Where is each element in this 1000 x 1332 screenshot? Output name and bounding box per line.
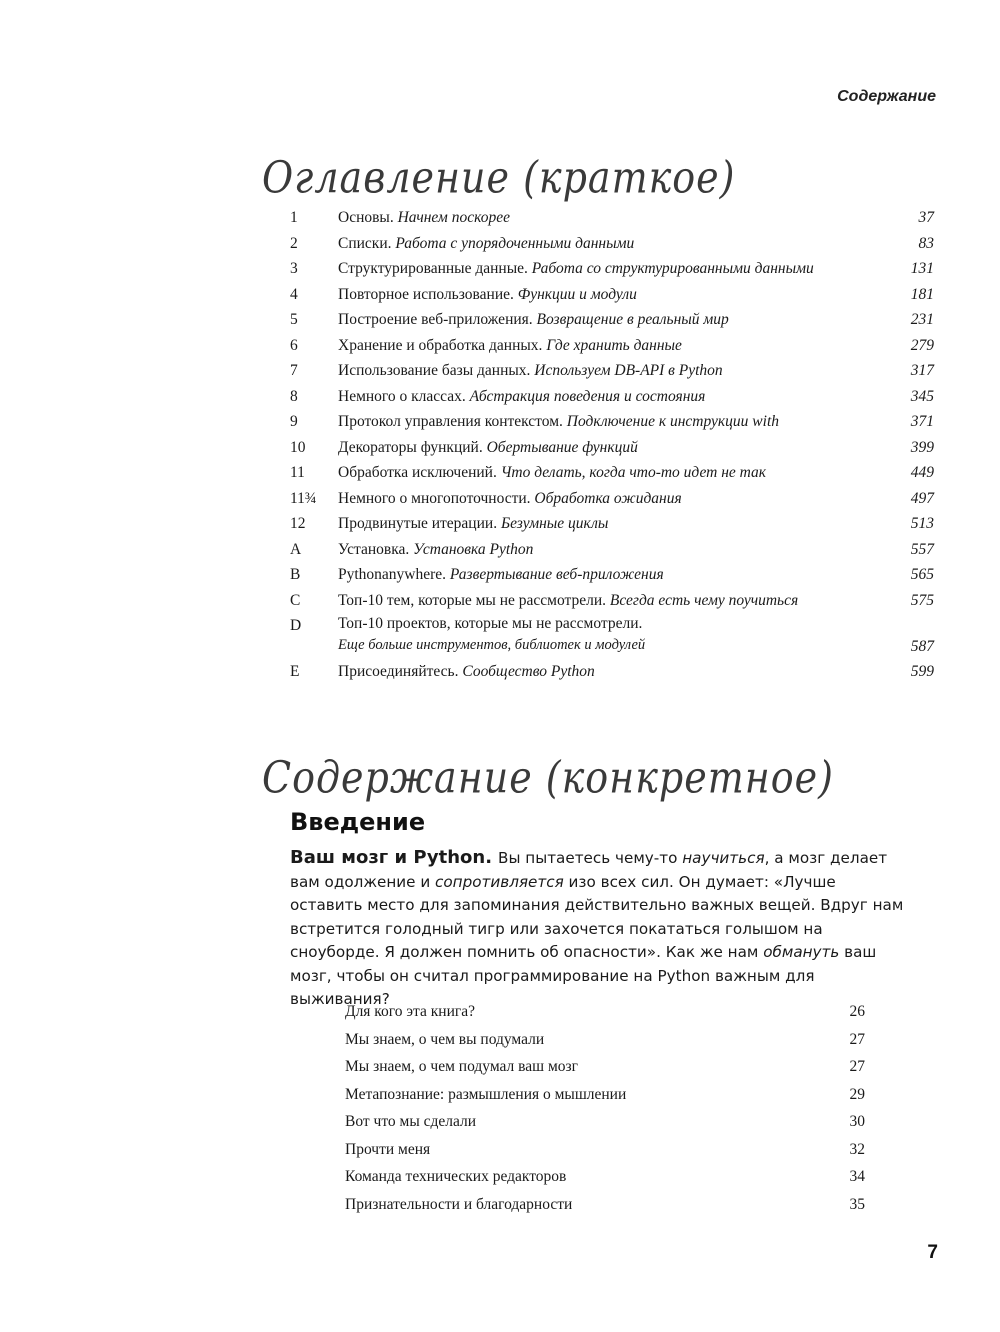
toc-row	[290, 537, 934, 563]
toc-chapter-subtitle: Что делать, когда что-то идет не так	[500, 464, 767, 481]
intro-toc-row	[345, 1136, 865, 1164]
toc-chapter-number: 10	[290, 438, 306, 456]
toc-chapter-text	[338, 205, 934, 231]
toc-chapter-subtitle: Безумные циклы	[500, 515, 609, 532]
toc-chapter-number: A	[290, 540, 302, 558]
toc-row	[290, 486, 934, 512]
intro-emphasis-1: научиться	[682, 849, 765, 867]
brief-toc	[290, 205, 934, 685]
toc-chapter-text	[338, 409, 934, 435]
intro-toc-row	[345, 998, 865, 1026]
toc-chapter-text	[338, 460, 934, 486]
intro-toc-row	[345, 1108, 865, 1136]
toc-chapter-text	[338, 358, 934, 384]
toc-chapter-subtitle: Работа со структурированными данными	[531, 260, 814, 277]
toc-chapter-title: Протокол управления контекстом.	[338, 413, 563, 430]
toc-chapter-title: Декораторы функций.	[338, 438, 483, 456]
intro-toc-page: 30	[849, 1113, 865, 1130]
toc-page-number: 449	[910, 464, 934, 481]
intro-toc-title: Признательности и благодарности	[345, 1195, 573, 1213]
intro-heading: Введение	[290, 808, 426, 836]
toc-row	[290, 205, 934, 231]
toc-chapter-text	[338, 486, 934, 512]
toc-page-number: 565	[910, 566, 934, 583]
toc-page-number: 181	[910, 285, 934, 303]
toc-row	[290, 588, 934, 614]
intro-toc-row	[345, 1081, 865, 1109]
toc-chapter-text	[338, 435, 934, 461]
toc-page-number: 557	[910, 540, 934, 558]
intro-toc-page: 26	[849, 1003, 865, 1020]
toc-chapter-title: Использование базы данных.	[338, 362, 531, 379]
toc-chapter-subtitle: Обработка ожидания	[534, 489, 682, 507]
toc-chapter-number: E	[290, 663, 300, 680]
toc-page-number: 345	[910, 387, 934, 405]
toc-chapter-number: B	[290, 566, 301, 583]
toc-chapter-subtitle: Используем DB-API в Python	[534, 362, 723, 379]
toc-chapter-text	[338, 307, 934, 333]
intro-toc	[345, 998, 865, 1218]
toc-page-number: 587	[910, 638, 934, 655]
toc-chapter-subtitle: Еще больше инструментов, библиотек и модулей	[338, 637, 646, 653]
intro-text-4: ваш мозг, чтобы он считал программирование на Python важным для выживания?	[290, 943, 877, 1008]
intro-toc-row	[345, 1191, 865, 1219]
toc-page-number: 131	[910, 260, 934, 277]
toc-row	[290, 435, 934, 461]
toc-chapter-number: 11¾	[290, 489, 317, 507]
intro-toc-row	[345, 1026, 865, 1054]
toc-chapter-title: Структурированные данные.	[338, 260, 528, 277]
toc-row	[290, 511, 934, 537]
toc-chapter-title: Немного о многопоточности.	[338, 489, 531, 507]
toc-chapter-text	[338, 256, 934, 282]
intro-emphasis-2: сопротивляется	[435, 872, 564, 891]
toc-chapter-title: Pythonanywhere.	[338, 566, 447, 583]
toc-chapter-title: Основы.	[338, 209, 394, 226]
intro-paragraph	[290, 846, 910, 1012]
toc-row	[290, 256, 934, 282]
intro-text-2: , а мозг делает вам одолжение и	[290, 849, 888, 891]
toc-chapter-title: Списки.	[338, 234, 392, 252]
intro-toc-page: 27	[849, 1030, 865, 1048]
toc-row	[290, 659, 934, 685]
intro-toc-title: Метапознание: размышления о мышлении	[345, 1085, 627, 1103]
toc-page-number: 575	[910, 591, 934, 609]
toc-chapter-title: Повторное использование.	[338, 285, 514, 303]
toc-row	[290, 384, 934, 410]
toc-chapter-number: 1	[290, 209, 298, 226]
intro-toc-row	[345, 1163, 865, 1191]
toc-chapter-number: 12	[290, 515, 306, 532]
toc-chapter-title: Топ-10 проектов, которые мы не рассмотрели.	[338, 615, 643, 632]
toc-chapter-subtitle: Подключение к инструкции with	[566, 413, 779, 430]
toc-row	[290, 613, 934, 659]
toc-chapter-text	[338, 588, 934, 614]
toc-chapter-number: 2	[290, 234, 298, 252]
intro-toc-title: Мы знаем, о чем подумал ваш мозг	[345, 1058, 578, 1075]
toc-chapter-subtitle: Где хранить данные	[546, 336, 682, 354]
intro-toc-page: 27	[849, 1058, 865, 1075]
toc-page-number: 231	[910, 311, 934, 328]
toc-chapter-subtitle: Абстракция поведения и состояния	[469, 387, 706, 405]
toc-chapter-number: 7	[290, 362, 298, 379]
intro-toc-title: Прочти меня	[345, 1140, 431, 1158]
toc-chapter-subtitle: Сообщество Python	[462, 663, 595, 680]
toc-chapter-subtitle: Всегда есть чему поучиться	[609, 591, 799, 609]
toc-chapter-text	[338, 613, 934, 656]
toc-row	[290, 333, 934, 359]
toc-chapter-text	[338, 384, 934, 410]
toc-chapter-text	[338, 511, 934, 537]
toc-chapter-number: 11	[290, 464, 305, 481]
toc-chapter-subtitle: Обертывание функций	[486, 438, 638, 456]
toc-page-number: 37	[918, 209, 934, 226]
intro-text-1: Вы пытаетесь чему-то	[498, 849, 683, 867]
toc-chapter-number: 3	[290, 260, 298, 277]
intro-toc-row	[345, 1053, 865, 1081]
intro-emphasis-3: обмануть	[763, 943, 840, 961]
toc-page-number: 371	[910, 413, 934, 430]
intro-toc-title: Команда технических редакторов	[345, 1168, 567, 1185]
toc-chapter-subtitle: Работа с упорядоченными данными	[395, 234, 635, 252]
intro-toc-page: 34	[849, 1168, 865, 1185]
toc-chapter-text	[338, 333, 934, 359]
intro-toc-title: Вот что мы сделали	[345, 1113, 477, 1130]
toc-page-number: 83	[918, 234, 934, 252]
toc-chapter-text	[338, 562, 934, 588]
toc-chapter-text	[338, 231, 934, 257]
full-toc-title: Содержание (конкретное)	[262, 752, 834, 803]
toc-chapter-subtitle: Возвращение в реальный мир	[536, 311, 729, 328]
toc-chapter-text	[338, 659, 934, 685]
toc-row	[290, 231, 934, 257]
intro-toc-page: 35	[849, 1195, 865, 1213]
toc-chapter-subtitle: Установка Python	[413, 540, 534, 558]
toc-chapter-subtitle: Функции и модули	[517, 285, 637, 303]
toc-row	[290, 282, 934, 308]
brief-toc-title: Оглавление (краткое)	[262, 152, 736, 203]
intro-toc-page: 29	[849, 1085, 865, 1103]
toc-chapter-number: 8	[290, 387, 298, 405]
intro-toc-title: Мы знаем, о чем вы подумали	[345, 1030, 545, 1048]
toc-chapter-number: D	[290, 617, 302, 634]
toc-page-number: 317	[910, 362, 934, 379]
toc-chapter-number: 5	[290, 311, 298, 328]
toc-row	[290, 307, 934, 333]
toc-page-number: 599	[910, 663, 934, 680]
running-head: Содержание	[837, 88, 936, 105]
toc-page-number: 399	[910, 438, 934, 456]
toc-chapter-title: Продвинутые итерации.	[338, 515, 498, 532]
toc-chapter-title: Присоединяйтесь.	[338, 663, 459, 680]
toc-chapter-subtitle: Развертывание веб-приложения	[449, 566, 664, 583]
toc-page-number: 279	[910, 336, 934, 354]
intro-lead: Ваш мозг и Python.	[290, 847, 493, 868]
intro-toc-page: 32	[849, 1140, 865, 1158]
toc-chapter-number: 9	[290, 413, 298, 430]
toc-row	[290, 409, 934, 435]
toc-chapter-text	[338, 282, 934, 308]
toc-page-number: 497	[910, 489, 934, 507]
toc-row	[290, 562, 934, 588]
toc-chapter-title: Топ-10 тем, которые мы не рассмотрели.	[338, 591, 607, 609]
intro-toc-title: Для кого эта книга?	[345, 1003, 476, 1020]
page-number: 7	[927, 1242, 938, 1263]
toc-page-number: 513	[910, 515, 934, 532]
toc-chapter-text	[338, 537, 934, 563]
toc-chapter-number: C	[290, 591, 301, 609]
toc-chapter-number: 6	[290, 336, 298, 354]
toc-row	[290, 460, 934, 486]
toc-chapter-title: Установка.	[338, 540, 410, 558]
toc-chapter-title: Построение веб-приложения.	[338, 311, 533, 328]
toc-chapter-title: Обработка исключений.	[338, 464, 497, 481]
toc-chapter-number: 4	[290, 285, 298, 303]
toc-chapter-title: Хранение и обработка данных.	[338, 336, 543, 354]
toc-row	[290, 358, 934, 384]
toc-chapter-subtitle: Начнем поскорее	[397, 209, 510, 226]
intro-text-3: изо всех сил. Он думает: «Лучше оставить место для запоминания действительно важных вещей. Вдруг нам встретится голодный тигр или захочется покататься голышом на сноуборде. Я должен помнить об опасности». Как же нам	[290, 872, 904, 961]
toc-chapter-title: Немного о классах.	[338, 387, 466, 405]
